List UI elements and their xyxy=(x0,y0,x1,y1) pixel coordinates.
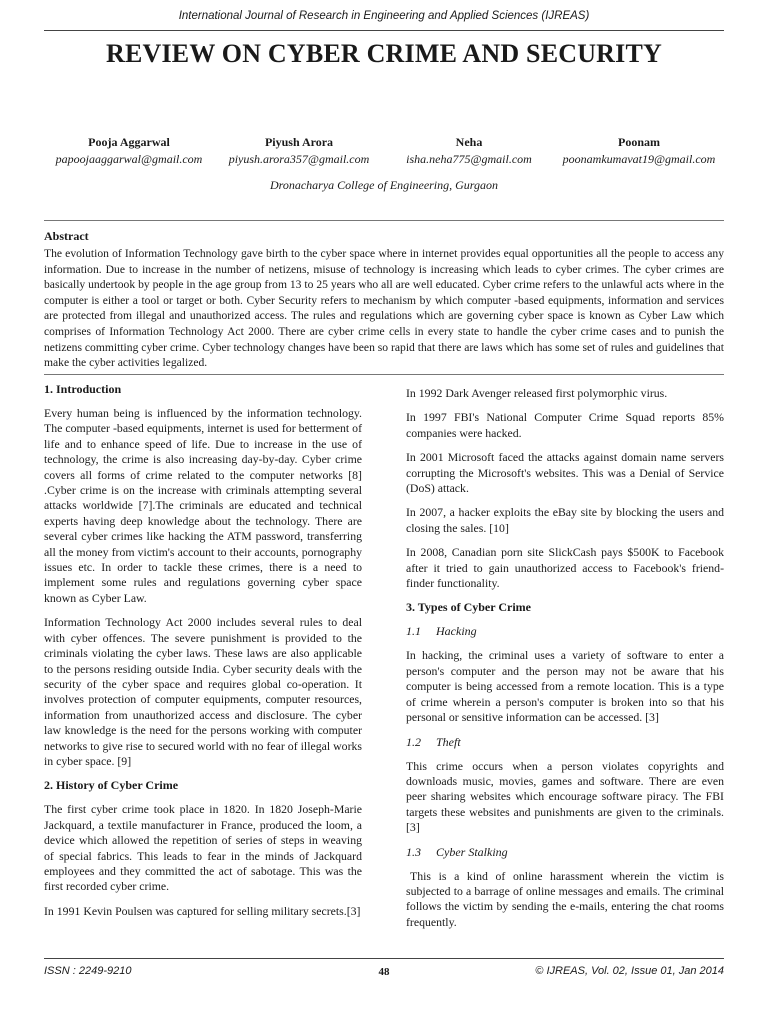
subsection-heading-theft xyxy=(406,735,724,750)
section-heading-introduction: 1. Introduction xyxy=(44,382,122,396)
affiliation: Dronacharya College of Engineering, Gurgaon xyxy=(269,178,499,192)
intro-paragraph: Every human being is influenced by the information technology. The computer -based equipments, internet is used for betterment of life and to enhance speed of life. Due to increase in the use of technology, the crime is also increasing day-by-day. Cyber crime covers all forms of crime related to the computer networks [8] .Cyber crime is on the increase with criminals attempting several attacks worldwide [7].The criminals are educated and technical experts having deep knowledge about the technology. There are several cyber crimes like hacking the ATM password, transferring all the money from victim's account to their accounts, pornography issues etc. In order to tackle these crimes, there is a need to implement some rules and regulations governing cyber space known as Cyber Law. xyxy=(44,406,362,605)
footer-issn: ISSN : 2249-9210 xyxy=(44,965,132,977)
page-footer xyxy=(44,965,724,981)
subsection-number: 1.3 xyxy=(406,844,421,859)
subsection-title: Cyber Stalking xyxy=(436,844,508,859)
author-block xyxy=(214,134,384,168)
subsection-number: 1.2 xyxy=(406,734,421,749)
right-column xyxy=(406,386,724,939)
footer-divider xyxy=(44,958,724,959)
history-paragraph: In 1991 Kevin Poulsen was captured for selling military secrets.[3] xyxy=(44,903,361,918)
section-heading-history: 2. History of Cyber Crime xyxy=(44,778,179,793)
hacking-paragraph: In hacking, the criminal uses a variety of software to enter a person's computer and the person may not be aware that his computer is being accessed from a remote location. This is a type of crime wherein a person's computer is broken into so that his personal or sensitive information can be accessed. [3] xyxy=(406,648,724,725)
header-divider xyxy=(44,30,724,31)
left-column xyxy=(44,382,362,928)
history-paragraph: In 2008, Canadian porn site SlickCash pays $500K to Facebook after it tried to gain unauthorized access to Facebook's friend-finder functionality. xyxy=(406,545,724,591)
author-block xyxy=(384,134,554,168)
author-email: piyush.arora357@gmail.com xyxy=(228,152,370,166)
abstract-text: The evolution of Information Technology gave birth to the cyber space where in internet provides equal opportunities all the people to access any information. Due to increase in the number of netizens, misuse of technology is increasing which leads to cyber crimes. The cyber crimes are basically undertook by people in the age group from 13 to 25 years who all are well educated. Cyber crime refers to the unlawful acts where in the computer is either a tool or target or both. Cyber Security refers to mechanism by which computer -based equipments, information and services are protected from illegal and unauthorized access. The rules and regulations which are governing cyber space is known as Cyber Law which comprises of Information Technology Act 2000. There are cyber crime cells in every state to handle the cyber crime cases and to punish the netizens committing cyber crime. Cyber technology changes have been so rapid that there are laws which has some set of rules and guidelines that make the cyber activities legalized. xyxy=(44,247,724,370)
stalking-paragraph: This is a kind of online harassment wherein the victim is subjected to a barrage of online messages and emails. The criminal follows the victim by sending the e-mails, entering the chat rooms frequently. xyxy=(406,868,724,929)
author-block xyxy=(44,134,214,168)
footer-citation: © IJREAS, Vol. 02, Issue 01, Jan 2014 xyxy=(535,965,724,977)
author-name: Neha xyxy=(455,135,483,149)
author-email: poonamkumavat19@gmail.com xyxy=(562,152,716,166)
journal-header: International Journal of Research in Engineering and Applied Sciences (IJREAS) xyxy=(178,10,590,22)
history-paragraph: In 2001 Microsoft faced the attacks against domain name servers corrupting the Microsoft's websites. This was a Denial of Service (DoS) attack. xyxy=(406,450,724,496)
author-email: isha.neha775@gmail.com xyxy=(406,152,532,166)
subsection-number: 1.1 xyxy=(406,624,421,639)
history-paragraph: In 1997 FBI's National Computer Crime Squad reports 85% companies were hacked. xyxy=(406,410,724,440)
paper-title: REVIEW ON CYBER CRIME AND SECURITY xyxy=(105,39,662,68)
author-name: Piyush Arora xyxy=(264,135,334,149)
history-paragraph: In 1992 Dark Avenger released first polymorphic virus. xyxy=(406,386,668,400)
subsection-heading-hacking xyxy=(406,624,724,639)
abstract-divider-bottom xyxy=(44,374,724,375)
author-list xyxy=(44,134,724,168)
author-name: Pooja Aggarwal xyxy=(88,135,170,149)
abstract-divider-top xyxy=(44,220,724,221)
section-heading-types: 3. Types of Cyber Crime xyxy=(406,600,531,615)
theft-paragraph: This crime occurs when a person violates copyrights and downloads music, movies, games and software. There are even peer sharing websites which encourage software piracy. The FBI targets these websites and punishments are given to the criminals. [3] xyxy=(406,758,724,835)
author-name: Poonam xyxy=(618,135,660,149)
history-paragraph: The first cyber crime took place in 1820. In 1820 Joseph-Marie Jackquard, a textile manufacturer in France, produced the loom, a device which allowed the repetition of series of steps in weaving of special fabrics. This leads to fear in the minds of Jackquard employees and they committed the act of sabotage. This was the first recorded cyber crime. xyxy=(44,802,362,894)
subsection-heading-stalking xyxy=(406,845,724,860)
subsection-title: Theft xyxy=(436,734,461,749)
history-paragraph: In 2007, a hacker exploits the eBay site by blocking the users and closing the sales. [10] xyxy=(406,505,724,535)
abstract-heading: Abstract xyxy=(44,229,89,243)
page-number: 48 xyxy=(378,966,390,978)
author-block xyxy=(554,134,724,168)
author-email: papoojaaggarwal@gmail.com xyxy=(55,152,203,166)
intro-paragraph: Information Technology Act 2000 includes several rules to deal with cyber offences. The severe punishment is provided to the criminals violating the cyber laws. These laws are also applicable to the persons residing outside India. Cyber security deals with the security of the cyber space and requires global co-operation. It involves protection of computer equipments, computer resources, information from unauthorized access and disclosure. The cyber law knowledge is the need for the persons working with computer networks to give rise to secured world with no fear of illegal works in cyber space. [9] xyxy=(44,615,362,768)
subsection-title: Hacking xyxy=(436,624,477,639)
